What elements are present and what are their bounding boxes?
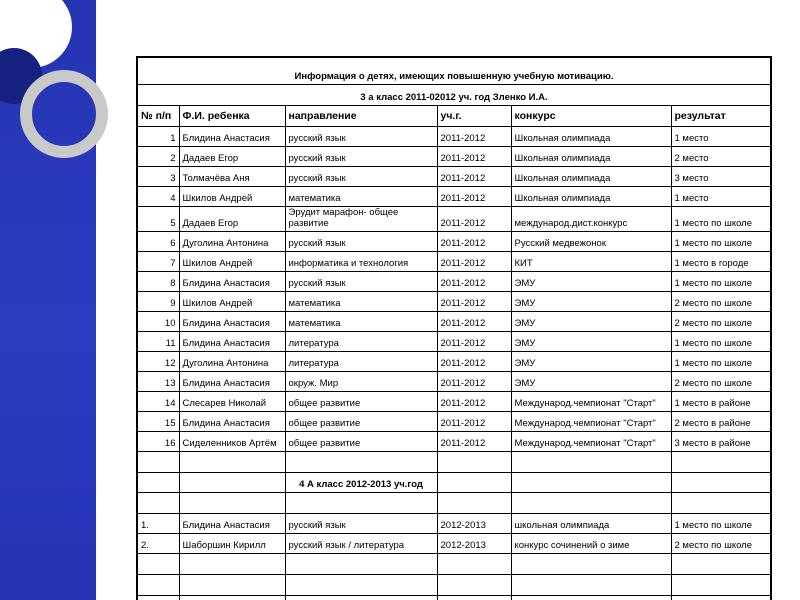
table-cell: информатика и технология <box>285 251 437 271</box>
column-header: результат <box>671 106 771 127</box>
table-cell: Блидина Анастасия <box>179 311 285 331</box>
table-cell <box>137 595 179 600</box>
table-cell: 2 место <box>671 147 771 167</box>
table-cell: Шкилов Андрей <box>179 291 285 311</box>
table-cell: 1 место в городе <box>671 251 771 271</box>
table-row <box>137 231 771 251</box>
table-cell: 2012-2013 <box>437 533 511 553</box>
table-title: Информация о детях, имеющих повышенную учебную мотивацию. <box>137 57 771 85</box>
table-cell <box>671 451 771 472</box>
column-header: № п/п <box>137 106 179 127</box>
table-cell <box>511 472 671 492</box>
table-cell: 2 место по школе <box>671 371 771 391</box>
table-cell <box>285 595 437 600</box>
table-cell: 8 <box>137 271 179 291</box>
table-row <box>137 187 771 207</box>
header-row <box>137 106 771 127</box>
table-cell: 1 место <box>671 127 771 147</box>
table-cell: 2011-2012 <box>437 167 511 187</box>
table-cell: Эрудит марафон- общее развитие <box>285 207 437 232</box>
table-cell: 2011-2012 <box>437 291 511 311</box>
table-cell: русский язык <box>285 167 437 187</box>
table-cell: 1 место по школе <box>671 271 771 291</box>
motivation-table <box>136 56 772 600</box>
table-row <box>137 147 771 167</box>
table-cell: Блидина Анастасия <box>179 371 285 391</box>
table-cell: Блидина Анастасия <box>179 411 285 431</box>
table-cell: литература <box>285 331 437 351</box>
table-cell: 2011-2012 <box>437 411 511 431</box>
empty-row <box>137 574 771 595</box>
table-cell: 10 <box>137 311 179 331</box>
table-cell: 2012-2013 <box>437 513 511 533</box>
table-cell <box>285 492 437 513</box>
table-row <box>137 311 771 331</box>
table-cell: Дадаев Егор <box>179 147 285 167</box>
table-cell: конкурс сочинений о зиме <box>511 533 671 553</box>
table-cell: 1 место по школе <box>671 351 771 371</box>
column-header: конкурс <box>511 106 671 127</box>
table-cell: Шкилов Андрей <box>179 187 285 207</box>
table-cell: 2011-2012 <box>437 147 511 167</box>
table-cell: школьная олимпиада <box>511 513 671 533</box>
table-cell <box>285 574 437 595</box>
table-cell: 2011-2012 <box>437 311 511 331</box>
table-cell: Шаборшин Кирилл <box>179 533 285 553</box>
empty-row <box>137 553 771 574</box>
table-cell: 2011-2012 <box>437 187 511 207</box>
table-row <box>137 167 771 187</box>
table-cell: Школьная олимпиада <box>511 127 671 147</box>
table-cell: Блидина Анастасия <box>179 331 285 351</box>
table-row <box>137 251 771 271</box>
table-cell: 2011-2012 <box>437 331 511 351</box>
table-cell <box>179 492 285 513</box>
table-cell: 1 место по школе <box>671 207 771 232</box>
table-cell <box>285 553 437 574</box>
table-cell: 2 место в районе <box>671 411 771 431</box>
table-cell <box>137 553 179 574</box>
table-cell <box>437 492 511 513</box>
table-cell: 14 <box>137 391 179 411</box>
table-cell: 1 <box>137 127 179 147</box>
decorative-ring <box>20 70 108 158</box>
table-cell: Блидина Анастасия <box>179 513 285 533</box>
table-cell: общее развитие <box>285 411 437 431</box>
table-cell: 2011-2012 <box>437 251 511 271</box>
table-cell: 2 место по школе <box>671 533 771 553</box>
table-cell <box>437 472 511 492</box>
table-cell: 1 место <box>671 187 771 207</box>
table-cell: ЭМУ <box>511 271 671 291</box>
table-row <box>137 411 771 431</box>
table-cell: 2 место по школе <box>671 311 771 331</box>
table-cell: 2 место по школе <box>671 291 771 311</box>
table-cell <box>671 574 771 595</box>
table-cell <box>671 553 771 574</box>
table-cell: 7 <box>137 251 179 271</box>
table-cell: математика <box>285 311 437 331</box>
table-cell: Школьная олимпиада <box>511 147 671 167</box>
table-cell: русский язык <box>285 271 437 291</box>
table-cell: русский язык <box>285 147 437 167</box>
table-cell: Международ.чемпионат "Старт" <box>511 391 671 411</box>
table-cell: 15 <box>137 411 179 431</box>
column-header: направление <box>285 106 437 127</box>
subtitle-row <box>137 85 771 106</box>
table-cell: Блидина Анастасия <box>179 127 285 147</box>
table-cell <box>137 574 179 595</box>
table-cell: окруж. Мир <box>285 371 437 391</box>
table-cell: 1. <box>137 513 179 533</box>
table-cell: 4 А класс 2012-2013 уч.год <box>285 472 437 492</box>
table-cell <box>137 451 179 472</box>
table-cell <box>437 451 511 472</box>
table-cell: 2. <box>137 533 179 553</box>
table-cell: общее развитие <box>285 391 437 411</box>
section-title-row <box>137 472 771 492</box>
table-cell: 5 <box>137 207 179 232</box>
table-cell: ЭМУ <box>511 331 671 351</box>
empty-row <box>137 492 771 513</box>
table-cell: Сиделенников Артём <box>179 431 285 451</box>
table-cell: 2011-2012 <box>437 207 511 232</box>
table-cell: 3 место в районе <box>671 431 771 451</box>
table-cell: Блидина Анастасия <box>179 271 285 291</box>
table-cell: 16 <box>137 431 179 451</box>
table-row <box>137 513 771 533</box>
table-row <box>137 271 771 291</box>
empty-row <box>137 451 771 472</box>
table-cell <box>671 472 771 492</box>
table-cell: 2011-2012 <box>437 271 511 291</box>
table-cell <box>137 472 179 492</box>
table-cell: Дуголина Антонина <box>179 231 285 251</box>
table-cell <box>511 451 671 472</box>
table-cell <box>671 492 771 513</box>
table-cell: международ.дист.конкурс <box>511 207 671 232</box>
table-cell <box>511 574 671 595</box>
decorative-sidebar <box>0 0 96 600</box>
table-cell <box>511 492 671 513</box>
table-cell: Дадаев Егор <box>179 207 285 232</box>
column-header: уч.г. <box>437 106 511 127</box>
table-cell <box>511 553 671 574</box>
table-body <box>137 127 771 600</box>
table-cell: русский язык / литература <box>285 533 437 553</box>
table-cell: русский язык <box>285 127 437 147</box>
column-header: Ф.И. ребенка <box>179 106 285 127</box>
table-cell: Русский медвежонок <box>511 231 671 251</box>
table-cell <box>179 451 285 472</box>
table-cell: 1 место в районе <box>671 391 771 411</box>
table-cell: Школьная олимпиада <box>511 167 671 187</box>
table-cell <box>511 595 671 600</box>
table-cell: Шкилов Андрей <box>179 251 285 271</box>
table-cell: ЭМУ <box>511 351 671 371</box>
table-cell: Международ.чемпионат "Старт" <box>511 411 671 431</box>
table-cell: русский язык <box>285 513 437 533</box>
table-cell: 12 <box>137 351 179 371</box>
table-cell: Слесарев Николай <box>179 391 285 411</box>
table-cell: 2011-2012 <box>437 351 511 371</box>
table-row <box>137 351 771 371</box>
table-cell: КИТ <box>511 251 671 271</box>
table-cell: Международ.чемпионат "Старт" <box>511 431 671 451</box>
table-cell <box>437 553 511 574</box>
table-cell: 2011-2012 <box>437 431 511 451</box>
table-cell: 9 <box>137 291 179 311</box>
table-cell <box>179 574 285 595</box>
table-cell: Толмачёва Аня <box>179 167 285 187</box>
table-cell: 1 место по школе <box>671 513 771 533</box>
table-cell: общее развитие <box>285 431 437 451</box>
table-cell: ЭМУ <box>511 311 671 331</box>
table-cell: математика <box>285 291 437 311</box>
title-row <box>137 57 771 85</box>
table-cell: 1 место по школе <box>671 231 771 251</box>
table-row <box>137 391 771 411</box>
table-cell <box>437 595 511 600</box>
table-cell: 11 <box>137 331 179 351</box>
table-cell: 4 <box>137 187 179 207</box>
table-cell <box>137 492 179 513</box>
empty-row <box>137 595 771 600</box>
table-cell: 2011-2012 <box>437 127 511 147</box>
table-cell: 3 <box>137 167 179 187</box>
table-cell: 6 <box>137 231 179 251</box>
table-row <box>137 533 771 553</box>
table-row <box>137 207 771 232</box>
table-cell: 13 <box>137 371 179 391</box>
table-cell: 2011-2012 <box>437 231 511 251</box>
table-cell: ЭМУ <box>511 371 671 391</box>
table-cell: 2011-2012 <box>437 371 511 391</box>
table-cell: Школьная олимпиада <box>511 187 671 207</box>
table-cell: математика <box>285 187 437 207</box>
table-cell: русский язык <box>285 231 437 251</box>
table-cell: 2 <box>137 147 179 167</box>
table-row <box>137 371 771 391</box>
table-cell: 1 место по школе <box>671 331 771 351</box>
table-cell <box>671 595 771 600</box>
table-cell <box>285 451 437 472</box>
table-row <box>137 291 771 311</box>
table-cell: 2011-2012 <box>437 391 511 411</box>
table-cell <box>179 595 285 600</box>
table-cell: 3 место <box>671 167 771 187</box>
table-row <box>137 431 771 451</box>
table-subtitle: 3 а класс 2011-02012 уч. год Зленко И.А. <box>137 85 771 106</box>
table-cell <box>179 472 285 492</box>
table-row <box>137 127 771 147</box>
table-cell <box>179 553 285 574</box>
table-cell: ЭМУ <box>511 291 671 311</box>
table-cell <box>437 574 511 595</box>
table-row <box>137 331 771 351</box>
table-cell: Дуголина Антонина <box>179 351 285 371</box>
table-cell: литература <box>285 351 437 371</box>
